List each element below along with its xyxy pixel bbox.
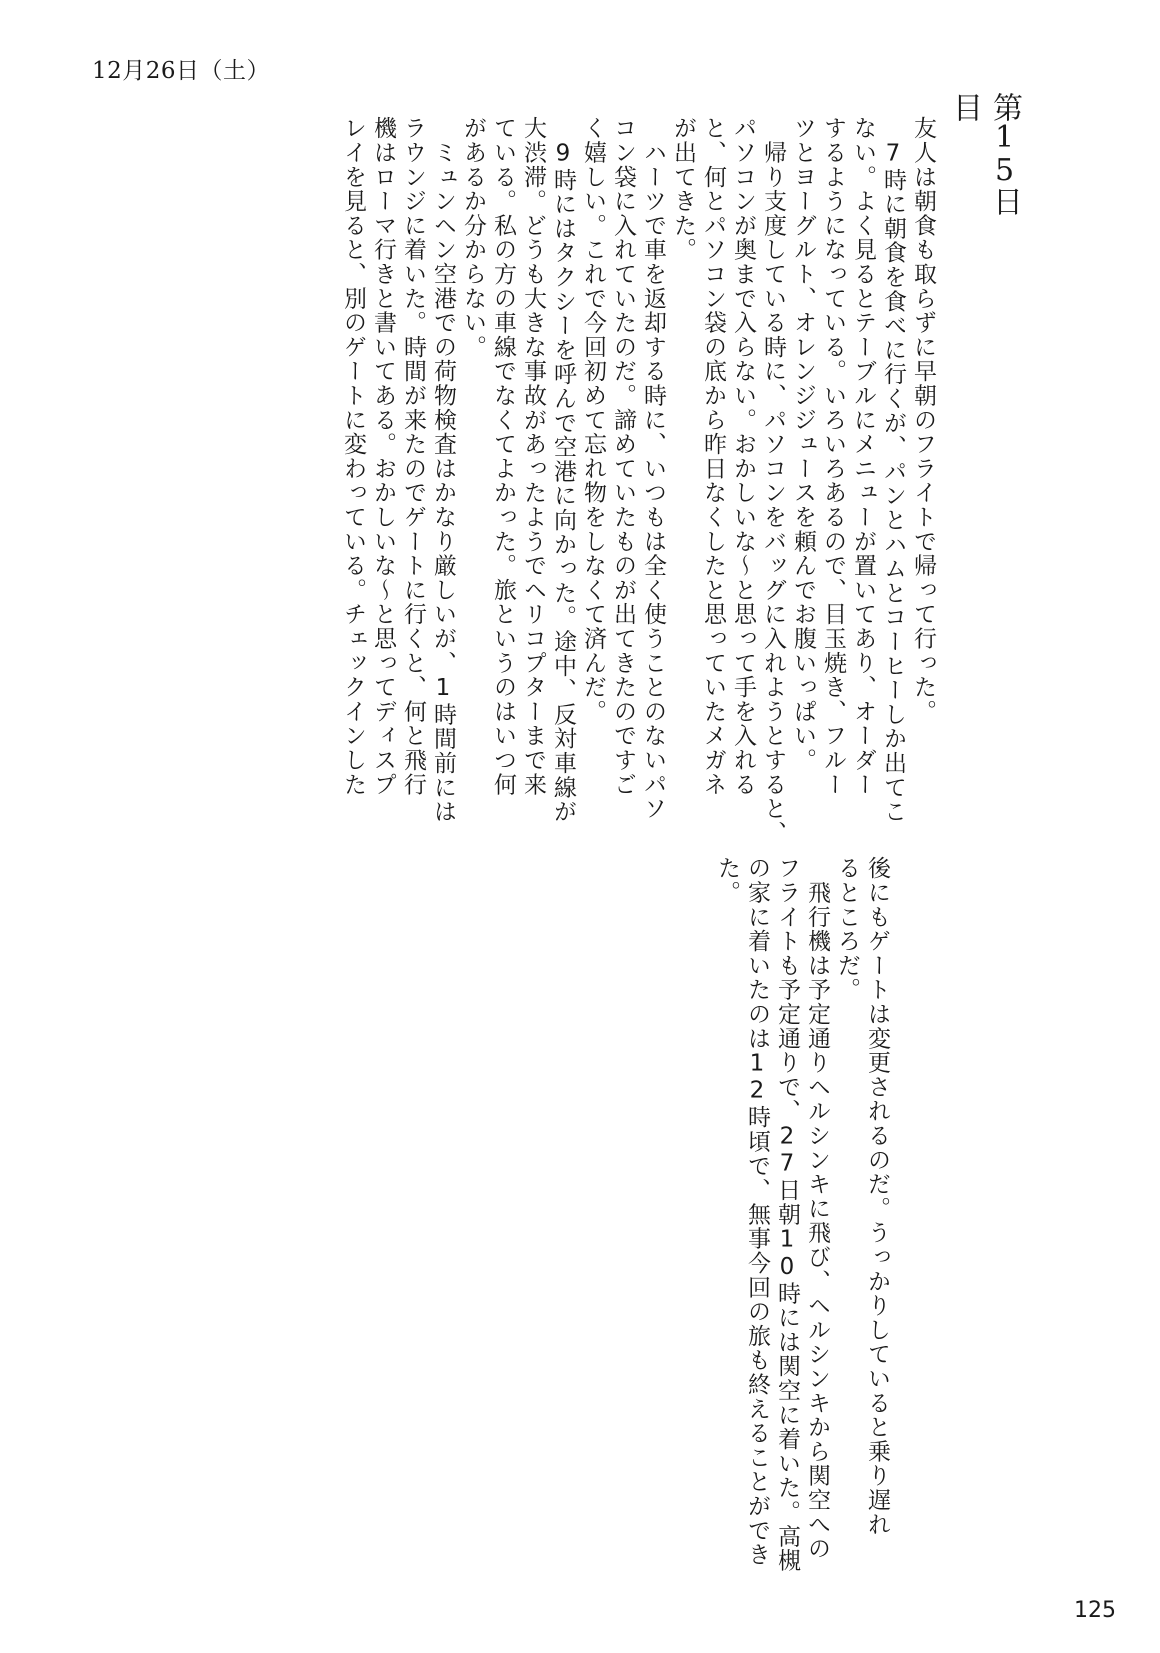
body-text-upper: 友人は朝食も取らずに早朝のフライトで帰って行った。 7時に朝食を食べに行くが、パンとハムとコーヒーしか出てこ ない。よく見るとテーブルにメニューが置いてあり、オーダー するようになっている。いろいろあるので、目玉焼き、フルー ツとヨーグルト、オレンジジュースを頼んでお腹いっぱい。 帰り支度している時に、パソコンをバッグに入れようとすると、 パソコンが奥まで入らない。おかしいな〜と思って手を入れる と、何とパソコン袋の底から昨日なくしたと思っていたメガネ が出てきた。 ハーツで車を返却する時に、いつもは全く使うことのないパソ コン袋に入れていたのだ。諦めていたものが出てきたのですご く嬉しい。これで今回初めて忘れ物をしなくて済んだ。 9時にはタクシーを呼んで空港に向かった。途中、反対車線が 大渋滞。どうも大きな事故があったようでヘリコプターまで来 ている。私の方の車線でなくてよかった。旅というのはいつ何 があるか分からない。 ミュンヘン空港での荷物検査はかなり厳しいが、1時間前には ラウンジに着いた。時間が来たのでゲートに行くと、何と飛行 機はローマ行きと書いてある。おかしいな〜と思ってディスプ レイを見ると、別のゲートに変わっている。チェックインした xyxy=(340,116,936,845)
date-header: 12月26日（土） xyxy=(92,58,271,84)
body-text-lower: 後にもゲートは変更されるのだ。うっかりしていると乗り遅れ るところだ。 飛行機は予定通りヘルシンキに飛び、ヘルシンキから関空への フライトも予定通りで、27日朝10時には関空に着いた。高槻 の家に着いたのは12時頃で、無事今回の旅も終えることができ た。 xyxy=(714,856,890,1573)
page-number: 125 xyxy=(1074,1598,1116,1623)
chapter-title: 第15日目 xyxy=(947,92,1022,214)
